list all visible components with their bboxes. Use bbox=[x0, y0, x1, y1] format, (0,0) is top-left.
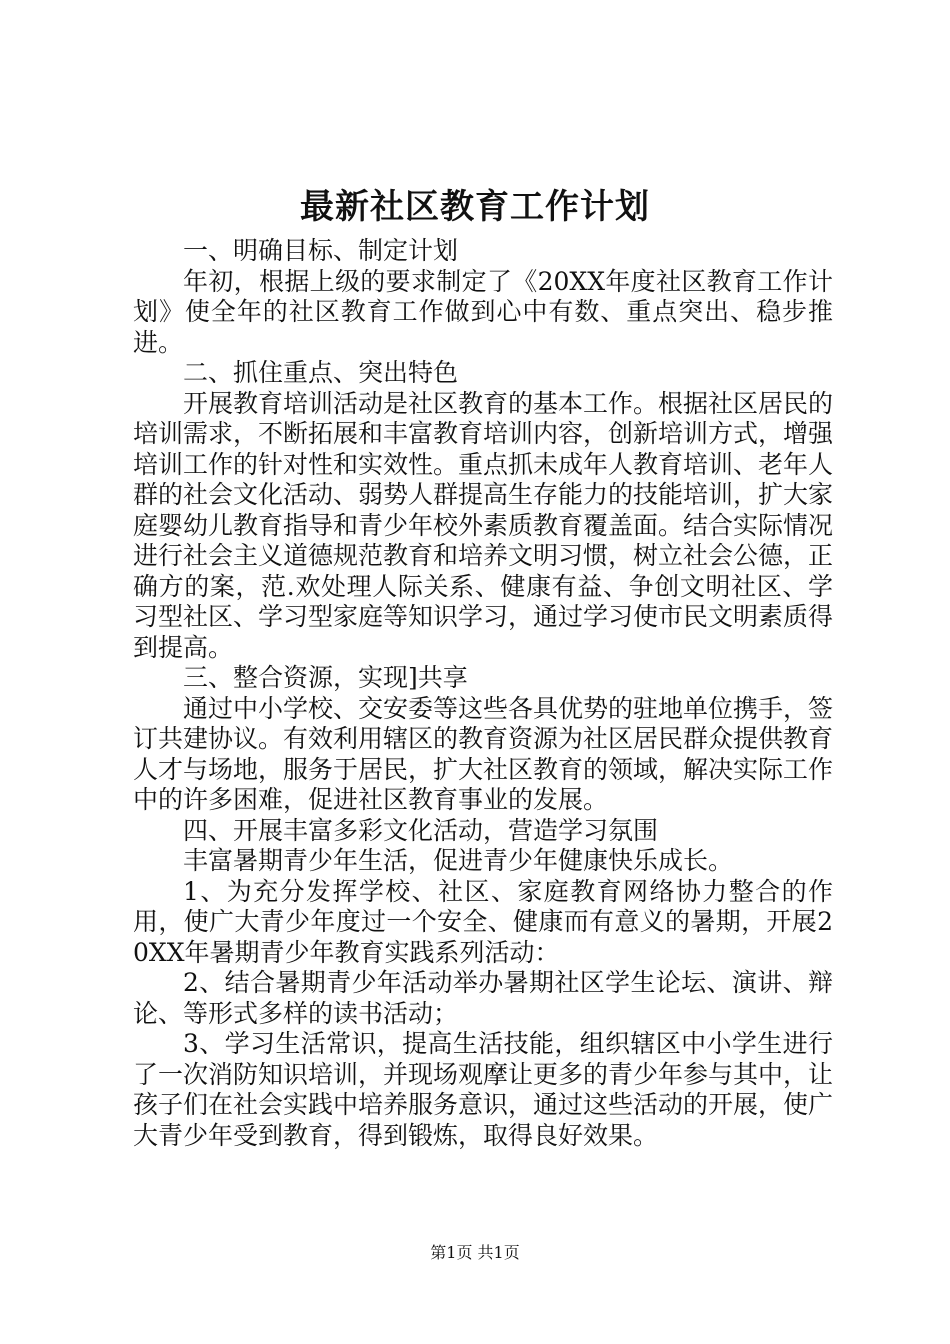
document-body bbox=[133, 236, 833, 1151]
paragraph-2: 开展教育培训活动是社区教育的基本工作。根据社区居民的培训需求，不断拓展和丰富教育培训内容，创新培训方式，增强培训工作的针对性和实效性。重点抓未成年人教育培训、老年人群的社会文化活动、弱势人群提高生存能力的技能培训，扩大家庭婴幼儿教育指导和青少年校外素质教育覆盖面。结合实际情况进行社会主义道德规范教育和培养文明习惯，树立社会公德，正确方的案，范.欢处理人际关系、健康有益、争创文明社区、学习型社区、学习型家庭等知识学习，通过学习使市民文明素质得到提高。 bbox=[133, 388, 834, 662]
list-item-1: 1、为充分发挥学校、社区、家庭教育网络协力整合的作用，使广大青少年度过一个安全、健康而有意义的暑期，开展20XX年暑期青少年教育实践系列活动： bbox=[133, 876, 833, 967]
section-heading-2: 二、抓住重点、突出特色 bbox=[183, 358, 459, 387]
list-item-2: 2、结合暑期青少年活动举办暑期社区学生论坛、演讲、辩论、等形式多样的读书活动； bbox=[133, 968, 833, 1028]
section-heading-1: 一、明确目标、制定计划 bbox=[183, 236, 459, 265]
document-title: 最新社区教育工作计划 bbox=[300, 187, 650, 227]
section-heading-3: 三、整合资源，实现]共享 bbox=[183, 663, 468, 692]
list-item-3: 3、学习生活常识，提高生活技能，组织辖区中小学生进行了一次消防知识培训，并现场观摩让更多的青少年参与其中，让孩子们在社会实践中培养服务意识，通过这些活动的开展，使广大青少年受到教育，得到锻炼，取得良好效果。 bbox=[133, 1029, 834, 1150]
page-footer: 第1页 共1页 bbox=[430, 1243, 520, 1262]
paragraph-1: 年初，根据上级的要求制定了《20XX年度社区教育工作计划》使全年的社区教育工作做到心中有数、重点突出、稳步推进。 bbox=[133, 266, 833, 357]
paragraph-3: 通过中小学校、交安委等这些各具优势的驻地单位携手，签订共建协议。有效利用辖区的教育资源为社区居民群众提供教育人才与场地，服务于居民，扩大社区教育的领域，解决实际工作中的许多困难，促进社区教育事业的发展。 bbox=[133, 693, 834, 814]
section-heading-4: 四、开展丰富多彩文化活动，营造学习氛围 bbox=[183, 815, 659, 845]
paragraph-4: 丰富暑期青少年生活，促进青少年健康快乐成长。 bbox=[183, 846, 734, 875]
